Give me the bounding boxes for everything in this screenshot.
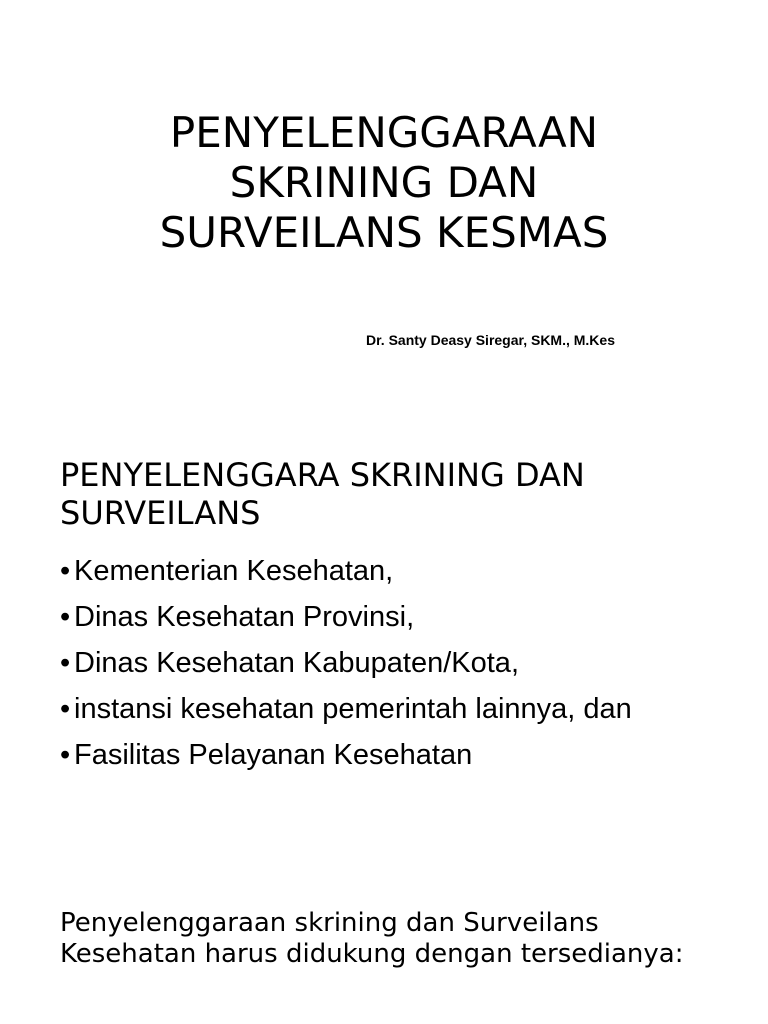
section-heading-line: SURVEILANS <box>60 494 261 532</box>
slide-title <box>0 108 768 258</box>
slide-title-line: PENYELENGGARAAN <box>169 108 599 157</box>
bullet-icon: • <box>60 601 71 633</box>
list-item <box>60 640 632 686</box>
list-item-text: Dinas Kesehatan Provinsi, <box>74 601 415 633</box>
bullet-icon: • <box>60 647 71 679</box>
list-item-text: instansi kesehatan pemerintah lainnya, dan <box>74 693 632 725</box>
closing-line: Penyelenggaraan skrining dan Surveilans <box>60 908 599 938</box>
section-heading-line: PENYELENGGARA SKRINING DAN <box>60 456 585 494</box>
list-item <box>60 548 632 594</box>
list-item <box>60 732 632 778</box>
list-item <box>60 594 632 640</box>
section-heading <box>60 456 740 532</box>
list-item <box>60 686 632 732</box>
organizer-list <box>60 548 632 778</box>
list-item-text: Fasilitas Pelayanan Kesehatan <box>74 739 473 771</box>
bullet-icon: • <box>60 693 71 725</box>
list-item-text: Kementerian Kesehatan, <box>74 555 394 587</box>
bullet-icon: • <box>60 555 71 587</box>
list-item-text: Dinas Kesehatan Kabupaten/Kota, <box>74 647 519 679</box>
slide-title-line: SURVEILANS KESMAS <box>159 208 609 257</box>
slide-title-line: SKRINING DAN <box>229 158 539 207</box>
closing-line: Kesehatan harus didukung dengan tersedianya: <box>60 939 684 969</box>
author-name: Dr. Santy Deasy Siregar, SKM., M.Kes <box>366 332 615 348</box>
bullet-icon: • <box>60 739 71 771</box>
closing-paragraph <box>60 908 760 970</box>
